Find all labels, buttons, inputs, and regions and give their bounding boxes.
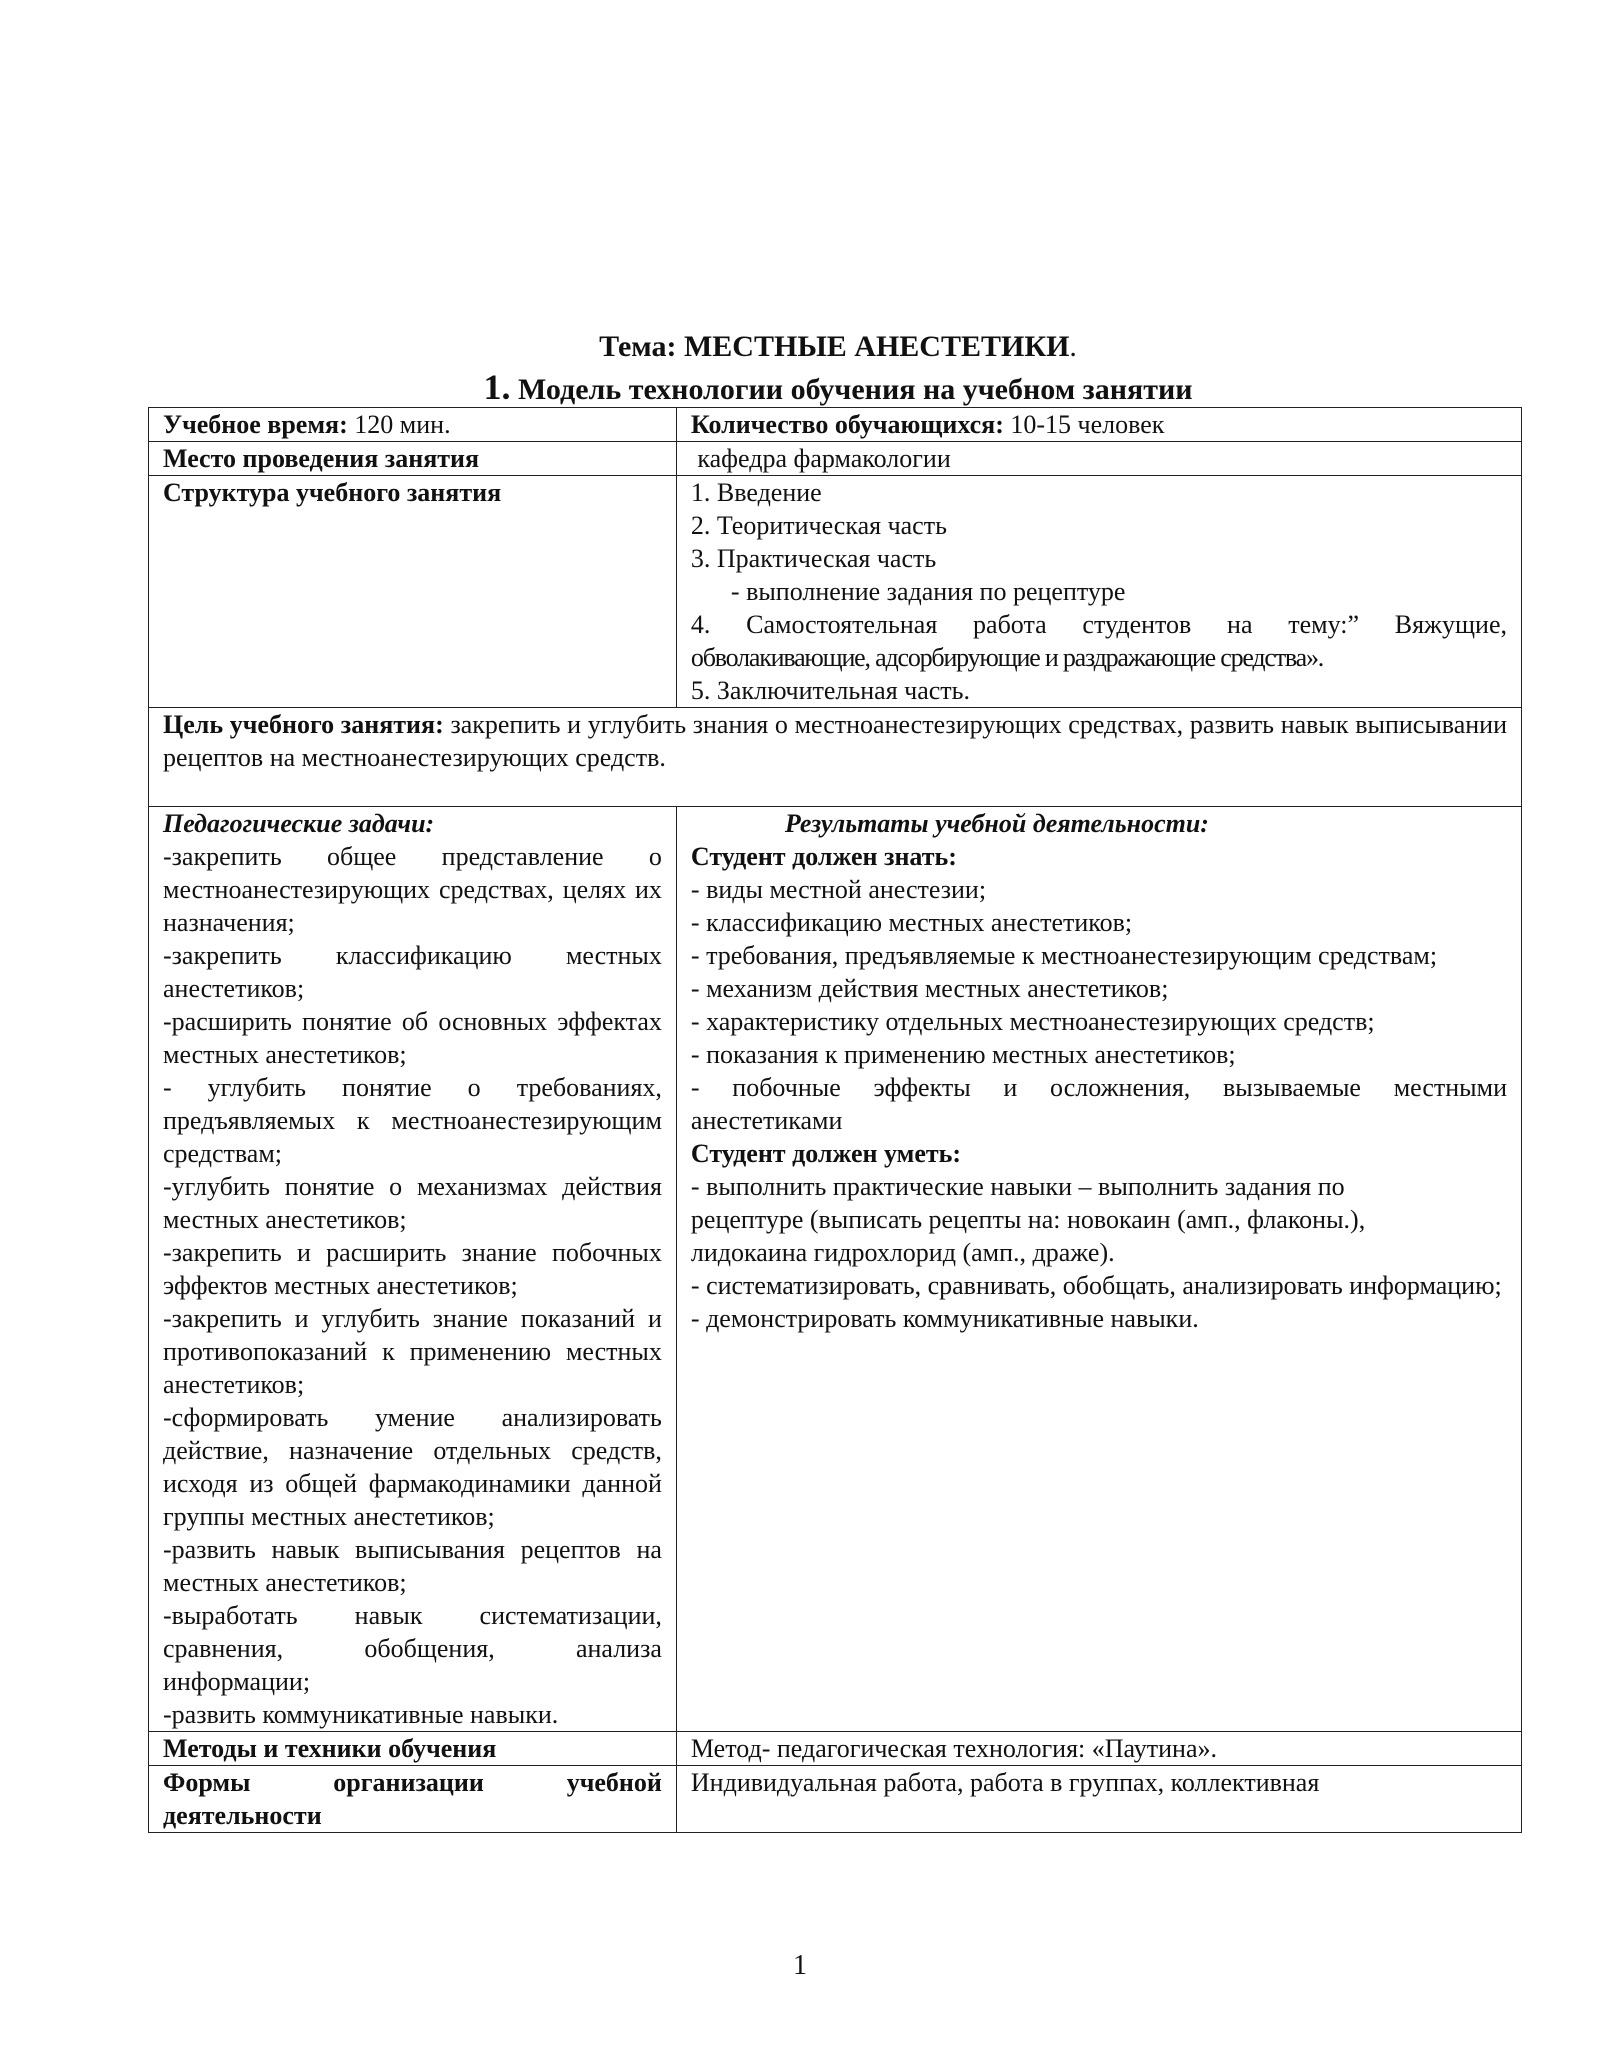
- place-label: Место проведения занятия: [163, 444, 480, 473]
- know-item: - побочные эффекты и осложнения, вызываемые местными анестетиками: [690, 1073, 1507, 1135]
- task-item: -сформировать умение анализировать действие, назначение отдельных средств, исходя из общей фармакодинамики данной группы местных анестетиков;: [163, 1403, 662, 1531]
- know-item: - характеристику отдельных местноанестезирующих средств;: [690, 1007, 1375, 1036]
- table-row-time: [149, 408, 1522, 442]
- know-title: Студент должен знать:: [690, 842, 957, 871]
- time-label: Учебное время:: [163, 410, 348, 439]
- structure-item: 4. Самостоятельная работа студентов на тему:” Вяжущие,: [690, 610, 1507, 639]
- topic-label: Тема:: [599, 330, 677, 363]
- tasks-cell: [149, 807, 677, 1732]
- methods-value-cell: [676, 1732, 1521, 1766]
- task-item: -закрепить и расширить знание побочных эффектов местных анестетиков;: [163, 1238, 662, 1300]
- table-row-goal: [149, 708, 1522, 807]
- methods-label-cell: [149, 1732, 677, 1766]
- place-value: кафедра фармакологии: [697, 444, 951, 473]
- structure-item: обволакивающие, адсорбирующие и раздражающие средства».: [690, 643, 1324, 672]
- table-row-place: [149, 442, 1522, 476]
- task-item: -развить коммуникативные навыки.: [163, 1700, 559, 1729]
- section-number: 1.: [483, 367, 511, 407]
- tasks-title: Педагогические задачи:: [163, 809, 435, 838]
- know-item: - виды местной анестезии;: [690, 875, 987, 904]
- can-item: - демонстрировать коммуникативные навыки.: [690, 1304, 1199, 1333]
- task-item: -закрепить и углубить знание показаний и противопоказаний к применению местных анестетиков;: [163, 1304, 662, 1399]
- table-row-methods: [149, 1732, 1522, 1766]
- table-row-forms: [149, 1766, 1522, 1833]
- section-title: Модель технологии обучения на учебном занятии: [517, 373, 1193, 406]
- lesson-plan-table: [148, 407, 1522, 1833]
- structure-item: 3. Практическая часть: [690, 544, 937, 573]
- can-item: - систематизировать, сравнивать, обобщать, анализировать информацию;: [690, 1271, 1502, 1300]
- place-label-cell: [149, 442, 677, 476]
- structure-item: - выполнение задания по рецептуре: [730, 577, 1126, 606]
- time-value: 120 мин.: [354, 410, 451, 439]
- structure-label: Структура учебного занятия: [163, 478, 502, 507]
- know-item: - классификацию местных анестетиков;: [690, 908, 1133, 937]
- place-value-cell: [676, 442, 1521, 476]
- structure-label-cell: [149, 476, 677, 708]
- structure-item: 1. Введение: [690, 478, 822, 507]
- goal-cell: [149, 708, 1522, 807]
- students-cell: [676, 408, 1521, 442]
- topic-dot: .: [1069, 330, 1077, 363]
- time-cell: [149, 408, 677, 442]
- goal-text: закрепить и углубить знания о местноанестезирующих средствах, развить навык выписывании рецептов на местноанестезирующих средств.: [163, 710, 1508, 772]
- results-title: Результаты учебной деятельности:: [784, 809, 1209, 838]
- goal-label: Цель учебного занятия:: [163, 710, 444, 739]
- topic-heading: [148, 330, 1528, 364]
- section-heading: [148, 367, 1528, 407]
- methods-value: Метод- педагогическая технология: «Паутина».: [690, 1734, 1217, 1763]
- results-cell: [676, 807, 1521, 1732]
- table-row-tasks-results: [149, 807, 1522, 1732]
- know-item: - механизм действия местных анестетиков;: [690, 974, 1169, 1003]
- table-row-structure: [149, 476, 1522, 708]
- methods-label: Методы и техники обучения: [163, 1734, 497, 1763]
- forms-label: Формы организации учебной деятельности: [163, 1768, 662, 1830]
- structure-list: [676, 476, 1521, 708]
- forms-value-cell: [676, 1766, 1521, 1833]
- task-item: -развить навык выписывания рецептов на местных анестетиков;: [163, 1535, 662, 1597]
- page-number: 1: [793, 1950, 807, 1981]
- task-item: -выработать навык систематизации, сравнения, обобщения, анализа информации;: [163, 1601, 662, 1696]
- topic-value: МЕСТНЫЕ АНЕСТЕТИКИ: [683, 330, 1070, 363]
- students-value: 10-15 человек: [1010, 410, 1165, 439]
- task-item: - углубить понятие о требованиях, предъявляемых к местноанестезирующим средствам;: [163, 1073, 662, 1168]
- can-item: - выполнить практические навыки – выполнить задания по рецептуре (выписать рецепты на: новокаин (амп., флаконы.), лидокаина гидрохлорид (амп., драже).: [690, 1172, 1366, 1267]
- know-item: - требования, предъявляемые к местноанестезирующим средствам;: [690, 941, 1438, 970]
- task-item: -закрепить общее представление о местноанестезирующих средствах, целях их назначения;: [163, 842, 662, 937]
- students-label: Количество обучающихся:: [690, 410, 1004, 439]
- task-item: -расширить понятие об основных эффектах местных анестетиков;: [163, 1007, 662, 1069]
- can-title: Студент должен уметь:: [690, 1139, 962, 1168]
- know-item: - показания к применению местных анестетиков;: [690, 1040, 1236, 1069]
- structure-item: 5. Заключительная часть.: [690, 676, 971, 705]
- structure-item: 2. Теоритическая часть: [690, 511, 947, 540]
- forms-value: Индивидуальная работа, работа в группах, коллективная: [690, 1768, 1320, 1797]
- forms-label-cell: [149, 1766, 677, 1833]
- task-item: -закрепить классификацию местных анестетиков;: [163, 941, 662, 1003]
- task-item: -углубить понятие о механизмах действия местных анестетиков;: [163, 1172, 662, 1234]
